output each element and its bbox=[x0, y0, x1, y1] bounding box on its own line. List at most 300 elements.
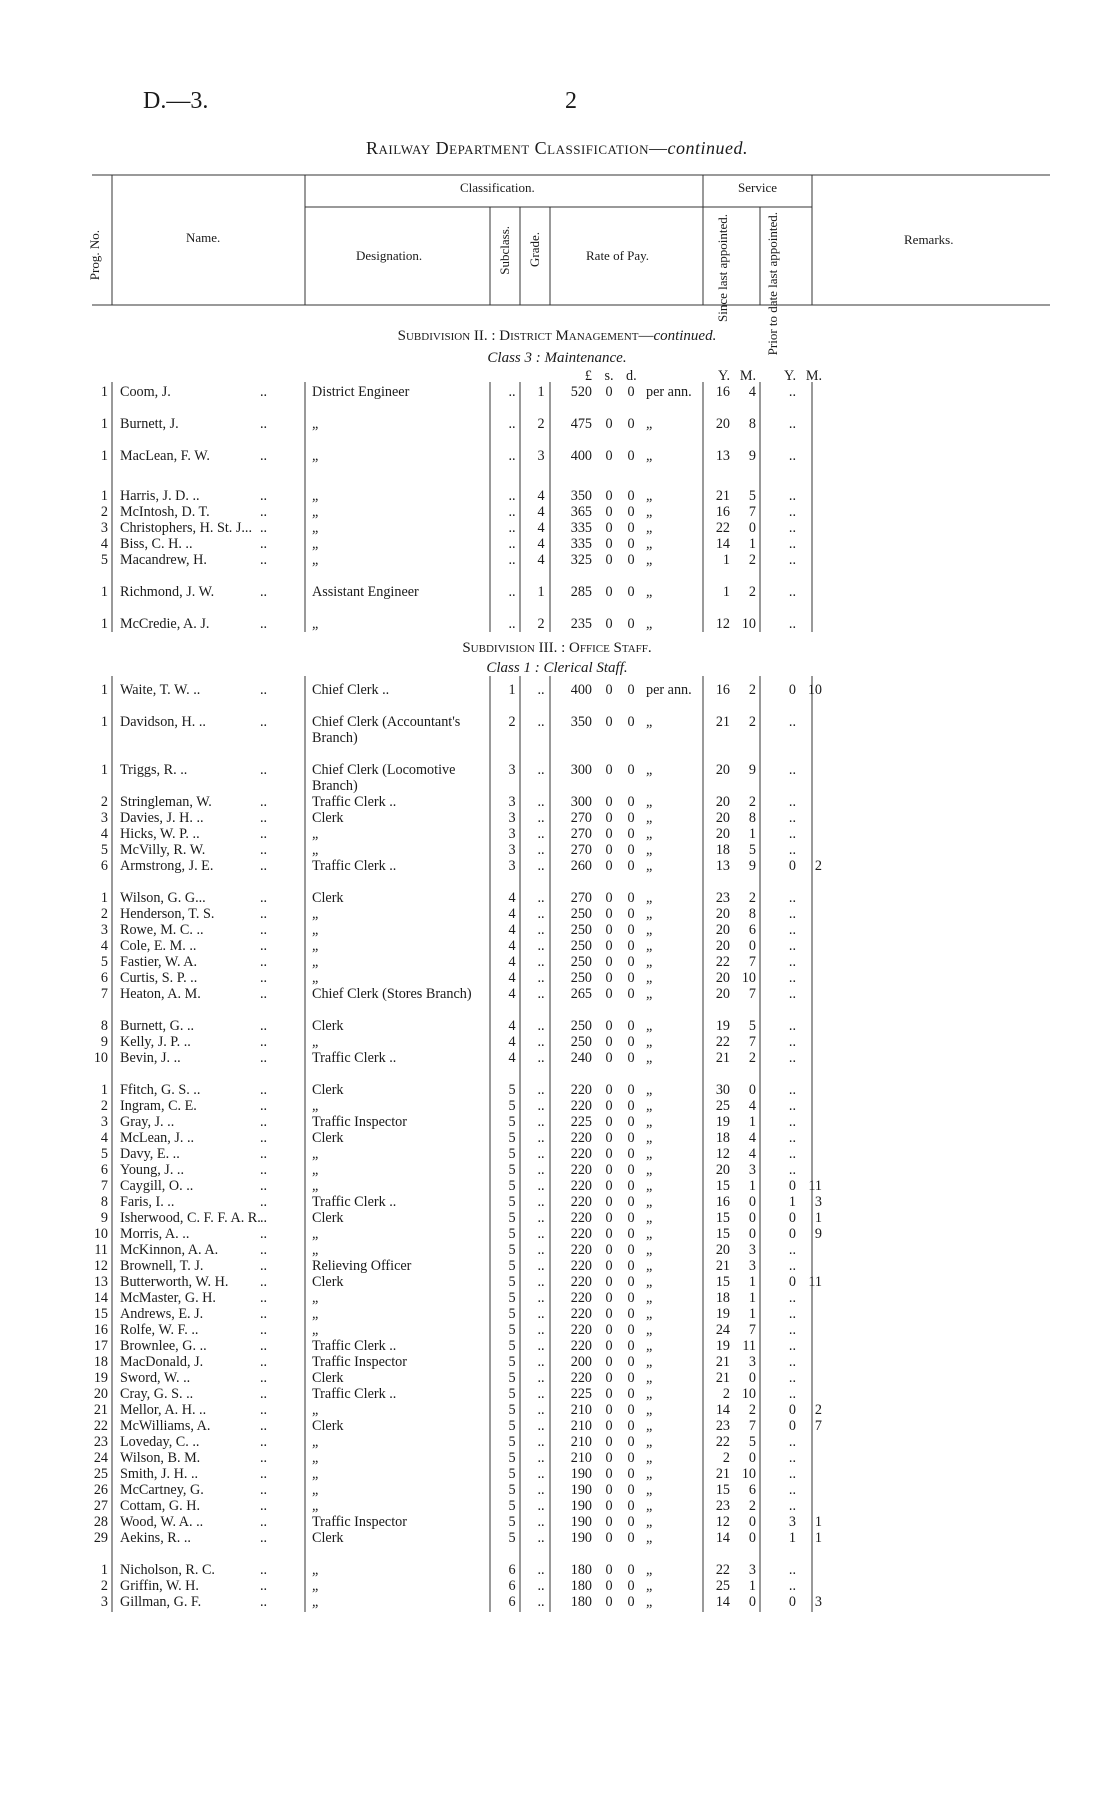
leader-dots: .. bbox=[260, 1018, 268, 1034]
leader-dots: .. bbox=[260, 1562, 268, 1578]
pay-pounds: 180 bbox=[570, 1578, 592, 1594]
subclass: 3 bbox=[508, 858, 516, 874]
employee-name: Loveday, C. .. bbox=[120, 1434, 200, 1450]
subclass: 5 bbox=[508, 1098, 516, 1114]
prog-number: 7 bbox=[100, 1178, 108, 1194]
pay-shillings: 0 bbox=[605, 1466, 613, 1482]
pay-pounds: 250 bbox=[570, 938, 592, 954]
employee-name: Davies, J. H. .. bbox=[120, 810, 204, 826]
subclass: 5 bbox=[508, 1178, 516, 1194]
pay-shillings: 0 bbox=[605, 1514, 613, 1530]
pay-pounds: 220 bbox=[570, 1306, 592, 1322]
pay-pence: 0 bbox=[627, 1578, 635, 1594]
since-years: 15 bbox=[715, 1226, 730, 1242]
col-subclass-header: Subclass. bbox=[497, 226, 512, 275]
pay-pounds: 265 bbox=[570, 986, 592, 1002]
units-row bbox=[0, 368, 1114, 384]
prior-years: .. bbox=[788, 1562, 796, 1578]
pay-pounds: 300 bbox=[570, 794, 592, 810]
pay-pounds: 270 bbox=[570, 810, 592, 826]
subclass: 5 bbox=[508, 1082, 516, 1098]
subclass: 5 bbox=[508, 1114, 516, 1130]
prog-number: 5 bbox=[100, 552, 108, 568]
pay-pence: 0 bbox=[627, 938, 635, 954]
since-months: 0 bbox=[748, 1082, 756, 1098]
prior-months: 3 bbox=[814, 1194, 822, 1210]
pay-period: „ bbox=[646, 1242, 653, 1258]
prior-years: .. bbox=[788, 986, 796, 1002]
col-grade-header: Grade. bbox=[527, 232, 542, 268]
since-months: 2 bbox=[748, 890, 756, 906]
since-months: 5 bbox=[748, 488, 756, 504]
prog-number: 16 bbox=[93, 1322, 108, 1338]
since-months: 7 bbox=[748, 1418, 756, 1434]
designation: „ bbox=[312, 504, 319, 520]
subclass: 5 bbox=[508, 1210, 516, 1226]
since-months: 3 bbox=[748, 1258, 756, 1274]
pay-shillings: 0 bbox=[605, 922, 613, 938]
table-row bbox=[0, 1322, 1114, 1338]
prior-years: .. bbox=[788, 1498, 796, 1514]
since-years: 21 bbox=[715, 1050, 730, 1066]
table-row bbox=[0, 1306, 1114, 1322]
prog-number: 2 bbox=[100, 906, 108, 922]
unit-label: Y. bbox=[784, 368, 796, 384]
pay-pounds: 200 bbox=[570, 1354, 592, 1370]
leader-dots: .. bbox=[260, 1226, 268, 1242]
grade: .. bbox=[537, 1594, 545, 1610]
table-row bbox=[0, 762, 1114, 794]
designation: „ bbox=[312, 1466, 319, 1482]
designation: „ bbox=[312, 1434, 319, 1450]
prior-years: .. bbox=[788, 1450, 796, 1466]
leader-dots: .. bbox=[260, 1402, 268, 1418]
designation: „ bbox=[312, 1290, 319, 1306]
since-years: 20 bbox=[715, 416, 730, 432]
since-years: 2 bbox=[722, 1450, 730, 1466]
grade: .. bbox=[537, 1114, 545, 1130]
pay-shillings: 0 bbox=[605, 1402, 613, 1418]
since-months: 2 bbox=[748, 584, 756, 600]
pay-shillings: 0 bbox=[605, 1306, 613, 1322]
prog-number: 8 bbox=[100, 1194, 108, 1210]
prog-number: 12 bbox=[93, 1258, 108, 1274]
grade: .. bbox=[537, 1082, 545, 1098]
table-row bbox=[0, 1530, 1114, 1546]
since-months: 10 bbox=[741, 970, 756, 986]
subclass: 5 bbox=[508, 1418, 516, 1434]
pay-pence: 0 bbox=[627, 520, 635, 536]
designation: Clerk bbox=[312, 890, 344, 906]
pay-pence: 0 bbox=[627, 1034, 635, 1050]
pay-pence: 0 bbox=[627, 584, 635, 600]
table-row bbox=[0, 1354, 1114, 1370]
prior-years: 0 bbox=[788, 1226, 796, 1242]
grade: .. bbox=[537, 858, 545, 874]
pay-shillings: 0 bbox=[605, 1034, 613, 1050]
employee-name: MacDonald, J. bbox=[120, 1354, 204, 1370]
prog-number: 4 bbox=[100, 938, 108, 954]
prior-years: 0 bbox=[788, 1210, 796, 1226]
pay-shillings: 0 bbox=[605, 1258, 613, 1274]
employee-name: Gray, J. .. bbox=[120, 1114, 175, 1130]
employee-name: Sword, W. .. bbox=[120, 1370, 191, 1386]
table-row bbox=[0, 986, 1114, 1002]
pay-shillings: 0 bbox=[605, 858, 613, 874]
pay-pence: 0 bbox=[627, 1162, 635, 1178]
employee-name: Cray, G. S. .. bbox=[120, 1386, 194, 1402]
since-years: 16 bbox=[715, 682, 730, 698]
pay-pence: 0 bbox=[627, 1098, 635, 1114]
pay-pence: 0 bbox=[627, 970, 635, 986]
leader-dots: .. bbox=[260, 384, 268, 400]
prior-years: .. bbox=[788, 1018, 796, 1034]
leader-dots: .. bbox=[260, 1098, 268, 1114]
prog-number: 3 bbox=[100, 1114, 108, 1130]
employee-name: Christophers, H. St. J... bbox=[120, 520, 253, 536]
pay-period: „ bbox=[646, 1210, 653, 1226]
employee-name: Young, J. .. bbox=[120, 1162, 185, 1178]
table-row bbox=[0, 1402, 1114, 1418]
table-row bbox=[0, 520, 1114, 536]
pay-shillings: 0 bbox=[605, 1338, 613, 1354]
pay-period: „ bbox=[646, 584, 653, 600]
table-row bbox=[0, 584, 1114, 600]
since-months: 6 bbox=[748, 922, 756, 938]
designation: Clerk bbox=[312, 1130, 344, 1146]
prior-years: .. bbox=[788, 1098, 796, 1114]
table-row bbox=[0, 1194, 1114, 1210]
pay-pounds: 190 bbox=[570, 1466, 592, 1482]
table-row bbox=[0, 1098, 1114, 1114]
prog-number: 14 bbox=[93, 1290, 108, 1306]
grade: .. bbox=[537, 1050, 545, 1066]
table-row bbox=[0, 1418, 1114, 1434]
grade: .. bbox=[537, 890, 545, 906]
grade: .. bbox=[537, 1210, 545, 1226]
since-months: 2 bbox=[748, 1498, 756, 1514]
since-years: 19 bbox=[715, 1114, 730, 1130]
since-months: 0 bbox=[748, 938, 756, 954]
prog-number: 22 bbox=[93, 1418, 108, 1434]
prior-years: .. bbox=[788, 1162, 796, 1178]
since-months: 2 bbox=[748, 714, 756, 730]
leader-dots: .. bbox=[260, 1242, 268, 1258]
table-row bbox=[0, 1274, 1114, 1290]
leader-dots: .. bbox=[260, 1434, 268, 1450]
employee-name: Armstrong, J. E. bbox=[120, 858, 214, 874]
prog-number: 2 bbox=[100, 794, 108, 810]
grade: .. bbox=[537, 906, 545, 922]
grade: .. bbox=[537, 1338, 545, 1354]
prog-number: 1 bbox=[100, 1562, 108, 1578]
pay-shillings: 0 bbox=[605, 1114, 613, 1130]
since-months: 4 bbox=[748, 1146, 756, 1162]
prog-number: 1 bbox=[100, 682, 108, 698]
pay-pounds: 220 bbox=[570, 1130, 592, 1146]
table-row bbox=[0, 616, 1114, 632]
subclass: 4 bbox=[508, 986, 516, 1002]
pay-pence: 0 bbox=[627, 1210, 635, 1226]
since-months: 3 bbox=[748, 1242, 756, 1258]
since-months: 1 bbox=[748, 1306, 756, 1322]
prog-number: 1 bbox=[100, 448, 108, 464]
since-years: 12 bbox=[715, 1146, 730, 1162]
designation: „ bbox=[312, 1562, 319, 1578]
grade: .. bbox=[537, 714, 545, 730]
pay-period: „ bbox=[646, 1578, 653, 1594]
since-months: 3 bbox=[748, 1354, 756, 1370]
prog-number: 2 bbox=[100, 1578, 108, 1594]
designation: „ bbox=[312, 938, 319, 954]
pay-pence: 0 bbox=[627, 1226, 635, 1242]
pay-pounds: 250 bbox=[570, 954, 592, 970]
leader-dots: .. bbox=[260, 1466, 268, 1482]
leader-dots: .. bbox=[260, 1130, 268, 1146]
since-years: 23 bbox=[715, 1418, 730, 1434]
prior-years: .. bbox=[788, 938, 796, 954]
pay-shillings: 0 bbox=[605, 1082, 613, 1098]
leader-dots: .. bbox=[260, 986, 268, 1002]
since-months: 9 bbox=[748, 858, 756, 874]
leader-dots: .. bbox=[260, 762, 268, 778]
pay-shillings: 0 bbox=[605, 842, 613, 858]
pay-pence: 0 bbox=[627, 1242, 635, 1258]
designation: „ bbox=[312, 906, 319, 922]
grade: .. bbox=[537, 1098, 545, 1114]
employee-name: Caygill, O. .. bbox=[120, 1178, 194, 1194]
designation: Traffic Clerk .. bbox=[312, 794, 397, 810]
since-years: 18 bbox=[715, 1290, 730, 1306]
subclass: 4 bbox=[508, 1018, 516, 1034]
pay-pounds: 210 bbox=[570, 1450, 592, 1466]
pay-shillings: 0 bbox=[605, 1578, 613, 1594]
pay-pence: 0 bbox=[627, 826, 635, 842]
table-row bbox=[0, 842, 1114, 858]
designation: „ bbox=[312, 488, 319, 504]
table-row bbox=[0, 1146, 1114, 1162]
designation: „ bbox=[312, 1482, 319, 1498]
since-years: 21 bbox=[715, 1370, 730, 1386]
pay-pounds: 220 bbox=[570, 1338, 592, 1354]
pay-shillings: 0 bbox=[605, 1098, 613, 1114]
grade: 2 bbox=[537, 416, 545, 432]
employee-name: Fastier, W. A. bbox=[120, 954, 198, 970]
designation: „ bbox=[312, 1146, 319, 1162]
since-months: 6 bbox=[748, 1482, 756, 1498]
leader-dots: .. bbox=[260, 1514, 268, 1530]
prior-years: .. bbox=[788, 384, 796, 400]
subclass: .. bbox=[508, 416, 516, 432]
pay-pounds: 325 bbox=[570, 552, 592, 568]
employee-name: Richmond, J. W. bbox=[120, 584, 215, 600]
table-row bbox=[0, 1162, 1114, 1178]
pay-period: „ bbox=[646, 1018, 653, 1034]
designation: Assistant Engineer bbox=[312, 584, 419, 600]
pay-pounds: 180 bbox=[570, 1594, 592, 1610]
subclass: 4 bbox=[508, 906, 516, 922]
prior-years: .. bbox=[788, 1034, 796, 1050]
pay-pounds: 220 bbox=[570, 1178, 592, 1194]
prog-number: 6 bbox=[100, 858, 108, 874]
subclass: 4 bbox=[508, 1034, 516, 1050]
subclass: .. bbox=[508, 448, 516, 464]
employee-name: McCartney, G. bbox=[120, 1482, 204, 1498]
subclass: 4 bbox=[508, 890, 516, 906]
table-row bbox=[0, 1578, 1114, 1594]
since-years: 22 bbox=[715, 1434, 730, 1450]
subdivision-heading bbox=[0, 328, 1114, 345]
leader-dots: .. bbox=[260, 504, 268, 520]
table-row bbox=[0, 1114, 1114, 1130]
pay-pounds: 335 bbox=[570, 520, 592, 536]
designation: „ bbox=[312, 1242, 319, 1258]
prior-years: .. bbox=[788, 1434, 796, 1450]
prog-number: 3 bbox=[100, 810, 108, 826]
employee-name: Hicks, W. P. .. bbox=[120, 826, 200, 842]
pay-pence: 0 bbox=[627, 616, 635, 632]
pay-pence: 0 bbox=[627, 762, 635, 778]
leader-dots: .. bbox=[260, 1498, 268, 1514]
table-row bbox=[0, 1178, 1114, 1194]
pay-period: „ bbox=[646, 1466, 653, 1482]
prior-months: 11 bbox=[808, 1178, 822, 1194]
designation: Clerk bbox=[312, 1274, 344, 1290]
pay-period: „ bbox=[646, 1194, 653, 1210]
table-row bbox=[0, 1594, 1114, 1610]
table-row bbox=[0, 906, 1114, 922]
designation: „ bbox=[312, 1178, 319, 1194]
since-months: 2 bbox=[748, 552, 756, 568]
prior-years: 3 bbox=[788, 1514, 796, 1530]
pay-period: „ bbox=[646, 858, 653, 874]
subclass: .. bbox=[508, 488, 516, 504]
leader-dots: .. bbox=[260, 1194, 268, 1210]
prior-years: 0 bbox=[788, 1418, 796, 1434]
designation: Traffic Inspector bbox=[312, 1114, 407, 1130]
pay-pounds: 220 bbox=[570, 1274, 592, 1290]
since-years: 20 bbox=[715, 922, 730, 938]
pay-shillings: 0 bbox=[605, 1594, 613, 1610]
employee-name: Bevin, J. .. bbox=[120, 1050, 181, 1066]
leader-dots: .. bbox=[260, 794, 268, 810]
pay-pence: 0 bbox=[627, 1258, 635, 1274]
prior-years: .. bbox=[788, 520, 796, 536]
leader-dots: .. bbox=[260, 1482, 268, 1498]
designation: „ bbox=[312, 1098, 319, 1114]
pay-pounds: 250 bbox=[570, 922, 592, 938]
prior-years: .. bbox=[788, 970, 796, 986]
prior-months: 1 bbox=[814, 1210, 822, 1226]
pay-period: „ bbox=[646, 842, 653, 858]
pay-pence: 0 bbox=[627, 986, 635, 1002]
designation: Traffic Clerk .. bbox=[312, 1338, 397, 1354]
leader-dots: .. bbox=[260, 1418, 268, 1434]
employee-name: Cottam, G. H. bbox=[120, 1498, 200, 1514]
since-years: 12 bbox=[715, 616, 730, 632]
since-months: 1 bbox=[748, 1274, 756, 1290]
employee-name: Coom, J. bbox=[120, 384, 171, 400]
grade: .. bbox=[537, 826, 545, 842]
pay-period: „ bbox=[646, 1562, 653, 1578]
pay-pounds: 220 bbox=[570, 1258, 592, 1274]
pay-pence: 0 bbox=[627, 1386, 635, 1402]
table-row bbox=[0, 1242, 1114, 1258]
pay-pence: 0 bbox=[627, 1082, 635, 1098]
table-row bbox=[0, 1498, 1114, 1514]
pay-pounds: 220 bbox=[570, 1194, 592, 1210]
pay-pounds: 335 bbox=[570, 536, 592, 552]
pay-pounds: 210 bbox=[570, 1418, 592, 1434]
pay-period: „ bbox=[646, 616, 653, 632]
pay-shillings: 0 bbox=[605, 826, 613, 842]
prog-number: 4 bbox=[100, 1130, 108, 1146]
pay-shillings: 0 bbox=[605, 682, 613, 698]
since-years: 24 bbox=[715, 1322, 730, 1338]
grade: .. bbox=[537, 1370, 545, 1386]
pay-period: „ bbox=[646, 810, 653, 826]
pay-period: „ bbox=[646, 1226, 653, 1242]
grade: .. bbox=[537, 1530, 545, 1546]
prog-number: 23 bbox=[93, 1434, 108, 1450]
designation: Clerk bbox=[312, 1530, 344, 1546]
pay-pounds: 220 bbox=[570, 1370, 592, 1386]
leader-dots: .. bbox=[260, 938, 268, 954]
designation: „ bbox=[312, 842, 319, 858]
employee-name: Gillman, G. F. bbox=[120, 1594, 202, 1610]
employee-name: Cole, E. M. .. bbox=[120, 938, 197, 954]
since-months: 7 bbox=[748, 1322, 756, 1338]
grade: .. bbox=[537, 1466, 545, 1482]
pay-period: „ bbox=[646, 1594, 653, 1610]
pay-pounds: 190 bbox=[570, 1514, 592, 1530]
pay-pounds: 220 bbox=[570, 1210, 592, 1226]
table-row bbox=[0, 858, 1114, 874]
pay-pence: 0 bbox=[627, 842, 635, 858]
since-months: 2 bbox=[748, 682, 756, 698]
since-years: 23 bbox=[715, 890, 730, 906]
pay-pence: 0 bbox=[627, 552, 635, 568]
designation: „ bbox=[312, 616, 319, 632]
table-row bbox=[0, 714, 1114, 746]
employee-name: McIntosh, D. T. bbox=[120, 504, 210, 520]
pay-shillings: 0 bbox=[605, 970, 613, 986]
leader-dots: .. bbox=[260, 1146, 268, 1162]
pay-pence: 0 bbox=[627, 1562, 635, 1578]
pay-pounds: 520 bbox=[570, 384, 592, 400]
designation: „ bbox=[312, 1306, 319, 1322]
since-years: 21 bbox=[715, 714, 730, 730]
col-prior-header: Prior to date last appointed. bbox=[765, 212, 780, 356]
pay-pounds: 220 bbox=[570, 1290, 592, 1306]
pay-shillings: 0 bbox=[605, 1210, 613, 1226]
employee-name: Nicholson, R. C. bbox=[120, 1562, 215, 1578]
since-months: 1 bbox=[748, 536, 756, 552]
leader-dots: .. bbox=[260, 970, 268, 986]
since-months: 0 bbox=[748, 1194, 756, 1210]
pay-shillings: 0 bbox=[605, 762, 613, 778]
employee-name: Morris, A. .. bbox=[120, 1226, 190, 1242]
designation: „ bbox=[312, 970, 319, 986]
pay-pence: 0 bbox=[627, 1338, 635, 1354]
col-prog-header: Prog. No. bbox=[87, 230, 102, 281]
prog-number: 1 bbox=[100, 1082, 108, 1098]
prior-years: .. bbox=[788, 448, 796, 464]
leader-dots: .. bbox=[260, 1322, 268, 1338]
designation: Chief Clerk .. bbox=[312, 682, 390, 698]
employee-name: Mellor, A. H. .. bbox=[120, 1402, 207, 1418]
table-row bbox=[0, 682, 1114, 698]
